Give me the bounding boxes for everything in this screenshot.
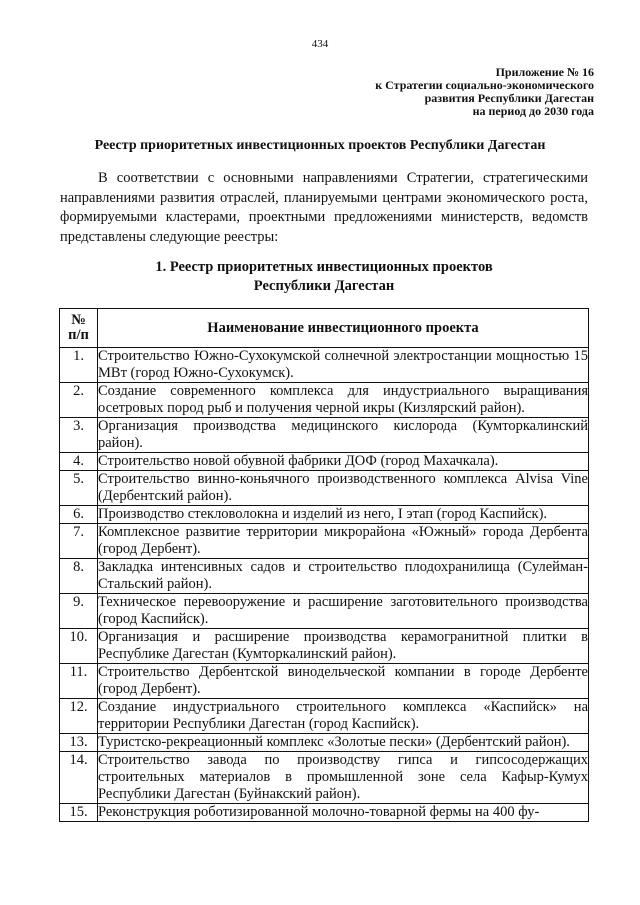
- row-number: 9.: [60, 594, 98, 629]
- project-name: Комплексное развитие территории микрорайона «Южный» города Дербента (город Дербент).: [98, 524, 588, 557]
- row-number: 1.: [60, 348, 98, 383]
- table-row: [60, 804, 589, 822]
- appendix-block: [334, 66, 594, 118]
- table-row: [60, 664, 589, 699]
- row-number: 7.: [60, 524, 98, 559]
- appendix-line: к Стратегии социально-экономического: [375, 78, 594, 92]
- column-header-project-name: Наименование инвестиционного проекта: [98, 309, 589, 348]
- project-name: Создание индустриального строительного комплекса «Каспийск» на территории Республики Дагестан (город Каспийск).: [98, 699, 588, 732]
- project-name: Техническое перевооружение и расширение заготовительного производства (город Каспийск).: [98, 594, 588, 627]
- table-row: [60, 734, 589, 752]
- section-title-line: Республики Дагестан: [253, 278, 395, 294]
- table-row: [60, 594, 589, 629]
- intro-paragraph: В соответствии с основными направлениями Стратегии, стратегическими направлениями развития отраслей, планируемыми центрами экономического роста, формируемыми кластерами, проектными предложениями министерств, ведомств представлены следующие реестры:: [60, 170, 588, 245]
- project-name: Организация производства медицинского кислорода (Кумторкалинский район).: [98, 418, 588, 451]
- document-title: Реестр приоритетных инвестиционных проектов Республики Дагестан: [94, 138, 546, 153]
- table-row: [60, 524, 589, 559]
- table-row: [60, 559, 589, 594]
- row-number: 14.: [60, 752, 98, 804]
- row-number: 10.: [60, 629, 98, 664]
- table-row: [60, 752, 589, 804]
- page-number: 434: [311, 38, 329, 50]
- table-row: [60, 383, 589, 418]
- project-name: Строительство завода по производству гипса и гипсосодержащих строительных материалов в промышленной зоне села Кафыр-Кумух Республики Дагестан (Буйнакский район).: [98, 752, 588, 802]
- table-row: [60, 506, 589, 524]
- table-row: [60, 471, 589, 506]
- project-name: Производство стекловолокна и изделий из него, I этап (город Каспийск).: [98, 506, 589, 524]
- table-row: [60, 418, 589, 453]
- project-name: Организация и расширение производства керамогранитной плитки в Республике Дагестан (Кумторкалинский район).: [98, 629, 588, 662]
- table-header-row: [60, 309, 589, 348]
- row-number: 8.: [60, 559, 98, 594]
- row-number: 15.: [60, 804, 98, 822]
- table-row: [60, 699, 589, 734]
- project-name: Закладка интенсивных садов и строительство плодохранилища (Сулейман-Стальский район).: [98, 559, 588, 592]
- row-number: 4.: [60, 453, 98, 471]
- project-name: Строительство Дербентской винодельческой компании в городе Дербенте (город Дербент).: [98, 664, 588, 697]
- project-name: Туристско-рекреационный комплекс «Золотые пески» (Дербентский район).: [98, 734, 589, 752]
- project-name: Реконструкция роботизированной молочно-товарной фермы на 400 фу-: [98, 804, 589, 822]
- project-name: Строительство винно-коньячного производственного комплекса Alvisa Vine (Дербентский район).: [98, 471, 588, 504]
- appendix-line: на период до 2030 года: [472, 104, 594, 118]
- appendix-line: развития Республики Дагестан: [424, 91, 594, 105]
- table-row: [60, 629, 589, 664]
- project-name: Строительство Южно-Сухокумской солнечной электростанции мощностью 15 МВт (город Южно-Сухокумск).: [98, 348, 588, 381]
- section-title: [60, 258, 588, 296]
- row-number: 13.: [60, 734, 98, 752]
- row-number: 5.: [60, 471, 98, 506]
- row-number: 3.: [60, 418, 98, 453]
- appendix-line: Приложение № 16: [495, 65, 594, 79]
- column-header-number-line: п/п: [68, 327, 89, 343]
- projects-table: [59, 308, 589, 822]
- column-header-number: [60, 309, 98, 348]
- table-row: [60, 348, 589, 383]
- project-name: Строительство новой обувной фабрики ДОФ (город Махачкала).: [98, 453, 589, 471]
- section-title-line: 1. Реестр приоритетных инвестиционных проектов: [155, 259, 493, 275]
- table-row: [60, 453, 589, 471]
- row-number: 2.: [60, 383, 98, 418]
- row-number: 12.: [60, 699, 98, 734]
- row-number: 6.: [60, 506, 98, 524]
- project-name: Создание современного комплекса для индустриального выращивания осетровых пород рыб и получения черной икры (Кизлярский район).: [98, 383, 588, 416]
- column-header-number-line: №: [71, 312, 86, 328]
- row-number: 11.: [60, 664, 98, 699]
